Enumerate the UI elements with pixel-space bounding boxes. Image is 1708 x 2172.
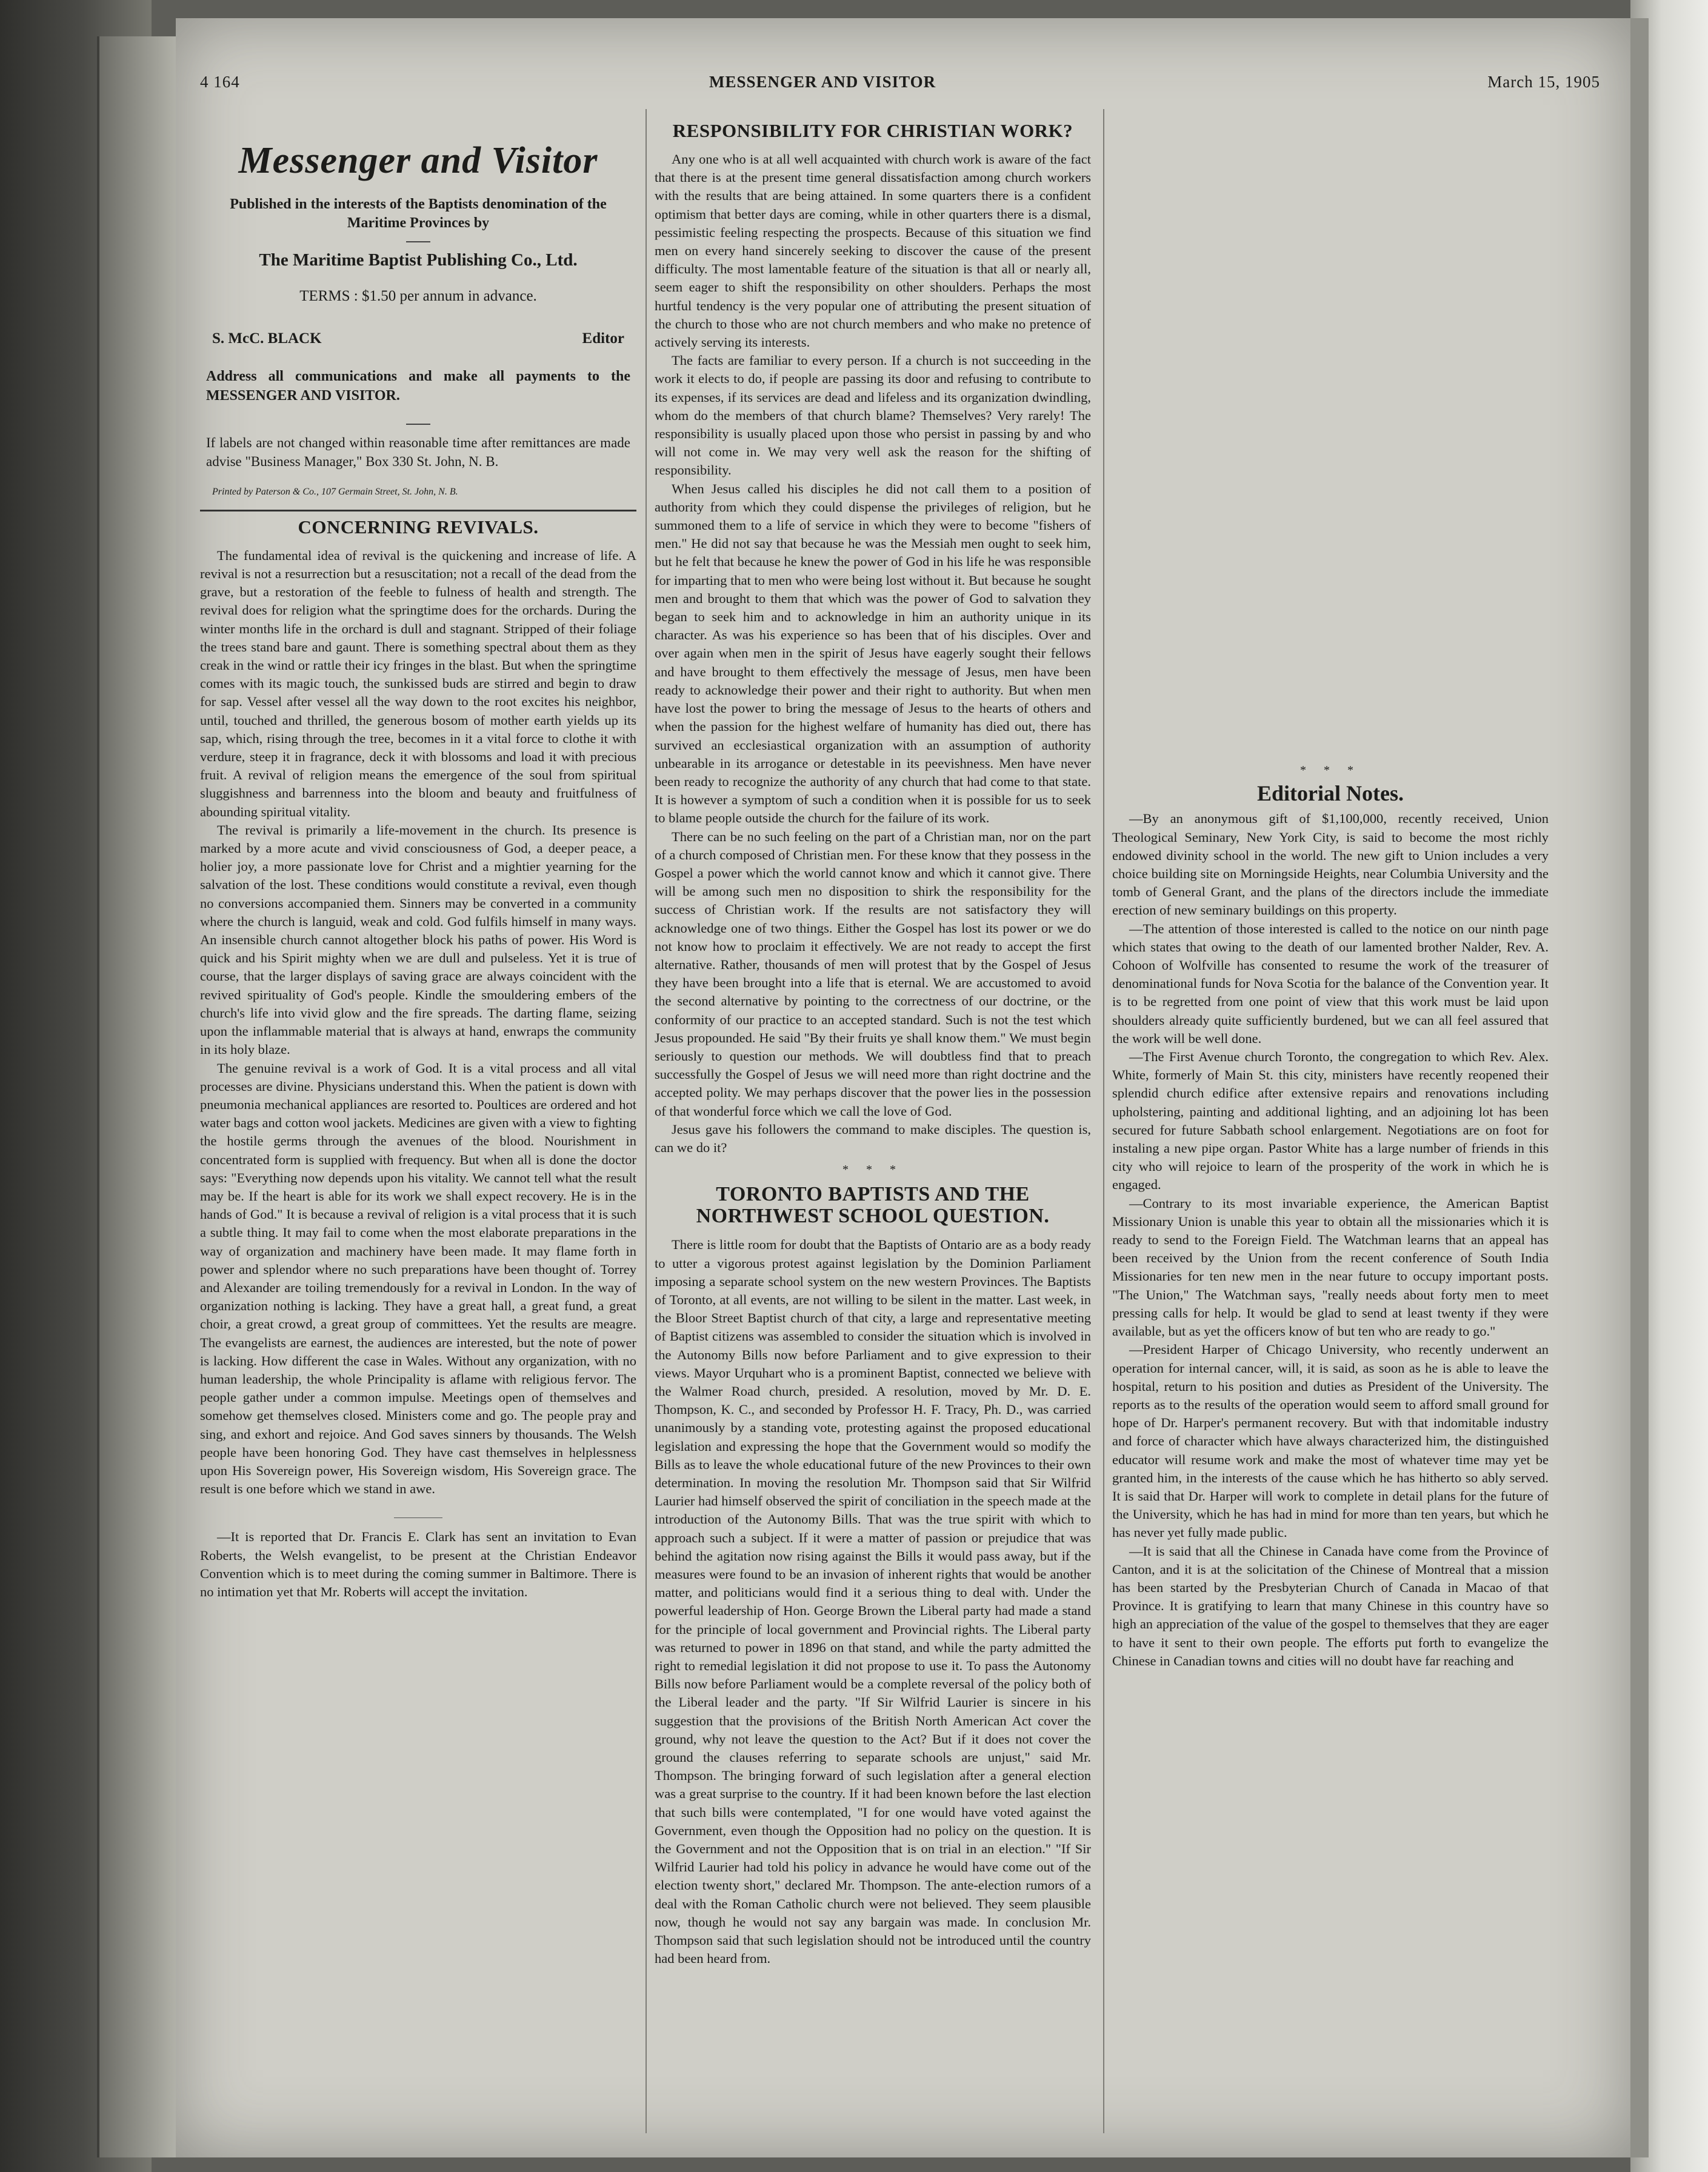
column-3 <box>1112 115 1549 2133</box>
editorial-note: —President Harper of Chicago University, who recently underwent an operation for internal cancer, will, it is said, as soon as he is able to leave the hospital, return to his position and duties as President of the University. The reports as to the results of the operation would seem to afford small ground for hope of Dr. Harper's permanent recovery. But with that indomitable industry and force of character which have always characterized him, the distinguished educator will resume work and make the most of whatever time may yet be granted him, in the interests of the cause which he has hitherto so ably served. It is said that Dr. Harper will work to complete in detail plans for the future of the University, which he has had in mind for more than ten years, but which he has never yet fully made public. <box>1112 1342 1549 1541</box>
article-paragraph: Any one who is at all well acquainted with church work is aware of the fact that there is at the present time general dissatisfaction among church workers with the results that are being attained. In some quarters there is a confident optimism that better days are coming, while in other quarters there is a dismal, pessimistic feeling respecting the prospects. Because of this situation we find men on every hand sincerely seeking to discover the cause of the present difficulty. The most lamentable feature of the situation is that all or nearly all, seem eager to shift the responsibility on other shoulders. Perhaps the most hurtful tendency is the very popular one of attributing the present situation of the church to those who are not church members and who make no pretence of actively serving its interests. <box>655 152 1091 350</box>
editor-line <box>212 330 624 348</box>
article-paragraph: There is little room for doubt that the Baptists of Ontario are as a body ready to utter a vigorous protest against legislation by the Dominion Parliament imposing a separate school system on the new western Provinces. The Baptists of Toronto, at all events, are not willing to be silent in the matter. Last week, in the Bloor Street Baptist church of that city, a large and representative meeting of Baptist citizens was assembled to consider the situation which is involved in the Autonomy Bills now before Parliament and to give expression to their views. Mayor Urquhart who is a prominent Baptist, connected we believe with the Walmer Road church, presided. A resolution, moved by Mr. D. E. Thompson, K. C., and seconded by Professor H. F. Tracy, Ph. D., was carried unanimously by a standing vote, protesting against the proposed educational legislation and expressing the hope that the Government would so modify the Bills as to leave the whole educational future of the new Provinces to their own determination. In moving the resolution Mr. Thompson said that Sir Wilfrid Laurier had himself observed the spirit of conciliation in the speech made at the introduction of the Autonomy Bills. That was the true spirit with which to approach such a subject. If it were a matter of passion or prejudice that was behind the agitation now rising against the Bills it would pass away, but if the measures were found to be an invasion of inherent rights that would be another matter, and politicians would find it a serious thing to deal with. Under the powerful leadership of Hon. George Brown the Liberal party had made a stand for the principle of local government and Provincial rights. The Liberal party was returned to power in 1896 on that stand, and while the party admitted the right to remedial legislation it did not propose to use it. To pass the Autonomy Bills now before Parliament would be a complete reversal of the policy both of the Liberal leader and the party. "If Sir Wilfrid Laurier is sincere in his suggestion that the provisions of the British North American Act cover the ground, why not leave the question to the Act? But if it does not cover the ground the clauses referring to separate schools are unjust," said Mr. Thompson. The bringing forward of such legislation after a general election was a great surprise to the country. If it had been known before the last election that such bills were contemplated, "I for one would have voted against the Government, even though the Opposition had no policy on the question. It is the Government and not the Opposition that is on trial in an election." "If Sir Wilfrid Laurier had told his policy in advance he would have come out of the election twenty short," declared Mr. Thompson. The ante-election rumors of a deal with the Roman Catholic church were not believed. They seem plausible now, though he would not say any bargain was made. In conclusion Mr. Thompson said that such legislation should not be introduced until the country had been heard from. <box>655 1237 1091 1967</box>
divider <box>394 1517 442 1518</box>
editorial-note: —The attention of those interested is called to the notice on our ninth page which states that owing to the death of our lamented brother Nalder, Rev. A. Cohoon of Wolfville has consented to resume the work of the treasurer of denominational funds for Nova Scotia for the balance of the Convention year. It is to be regretted from one point of view that this work must be laid upon shoulders already quite sufficiently burdened, but we can all feel assured that the work will be well done. <box>1112 921 1549 1046</box>
editorial-note: —It is said that all the Chinese in Canada have come from the Province of Canton, and it is at the solicitation of the Chinese of Montreal that a mission has been started by the Presbyterian Church of Canada in Macao of that Province. It is gratifying to learn that many Chinese in this country have so high an appreciation of the value of the gospel to themselves that they are eager to have it sent to their own people. The efforts put forth to evangelize the Chinese in Canadian towns and cities will no doubt have far reaching and <box>1112 1543 1549 1668</box>
column-2 <box>655 115 1091 2133</box>
article-title: CONCERNING REVIVALS. <box>298 516 539 538</box>
newspaper-page <box>176 18 1649 2157</box>
column-rule-1 <box>646 109 647 2133</box>
article-paragraph: When Jesus called his disciples he did not call them to a position of authority from which they could dispense the privileges of religion, but he summoned them to a life of service in which they were to become "fishers of men." He did not say that because he was the Messiah men ought to seek him, but he felt that because he knew the power of God in his life he was responsible for imparting that to men who were being lost without it. But because he sought men and brought to them that which was the power of God to salvation they began to seek him and to acknowledge in him an authority unique in its character. As was his experience so has been that of his disciples. Over and over again when men in the spirit of Jesus have eagerly sought their fellows and have brought to them effectively the message of Jesus, men have been ready to acknowledge their power and their right to authority. But when men have lost the power to bring the message of Jesus to the hearts of others and when the passion for the highest welfare of humanity has died out, there has survived an ecclesiastical organization with an assumption of authority unbearable in its arrogance or detestable in its peevishness. Men have never been ready to recognize the authority of any church that had come to that state. It is however a symptom of such a condition when it is possible for us to seek to blame people outside the church for the failure of its work. <box>655 481 1091 826</box>
publisher-name: The Maritime Baptist Publishing Co., Ltd. <box>259 250 578 270</box>
editorial-note: —The First Avenue church Toronto, the congregation to which Rev. Alex. White, formerly of Main St. this city, ministers have recently reopened their splendid church edifice after extensive repairs and renovations including upholstering, painting and additional lighting, and an adjoining lot has been secured for future Sabbath school enlargement. Negotiations are on foot for instaling a new pipe organ. Pastor White has a large number of friends in this city who will rejoice to learn of the prosperity of the work in which he is engaged. <box>1112 1049 1549 1193</box>
running-head-title: MESSENGER AND VISITOR <box>709 73 936 91</box>
section-ornament: * * * <box>1300 764 1361 777</box>
editorial-note: —By an anonymous gift of $1,100,000, recently received, Union Theological Seminary, New York City, is said to become the most richly endowed divinity school in the world. The new gift to Union includes a very choice building site on Morningside Heights, near Columbia University and the tomb of General Grant, and the plans of the directors include the immediate erection of new seminary buildings on this property. <box>1112 811 1549 918</box>
article-paragraph: The genuine revival is a work of God. It is a vital process and all vital processes are divine. Physicians understand this. When the patient is down with pneumonia mechanical appliances are resorted to. Poultices are ordered and hot water bags and cotton wool jackets. Medicines are given with a view to fighting the hostile germs through the avenues of the blood. Nourishment in concentrated form is supplied with frequency. But when all is done the doctor says: "Everything now depends upon his vitality. We cannot tell what the result may be. If the heart is able for its work we shall expect recovery. He is in the hands of God." It is because a revival of religion is a vital process that it is such a subtle thing. It may fail to come when the most elaborate preparations in the way of organization and machinery have been made. It may flame forth in power and splendor where no such preparations have been thought of. Torrey and Alexander are toiling tremendously for a revival in London. In the way of organization nothing is lacking. They have a great hall, a great fund, a great choir, a great crowd, a great group of committees. Yet the results are meagre. The evangelists are earnest, the audiences are interested, but the note of power is lacking. How different the case in Wales. Without any organization, with no human leadership, the whole Principality is aflame with religious fervor. The people gather under a common impulse. Meetings open of themselves and somehow get themselves closed. Ministers come and go. The people pray and sing, and exhort and rejoice. And God saves sinners by thousands. The Welsh people have been honoring God. They have cast themselves in helplessness upon His Sovereign power, His Sovereign wisdom, His Sovereign grace. The result is one before which we stand in awe. <box>200 1060 636 1497</box>
editor-role: Editor <box>582 330 624 347</box>
news-item: —It is reported that Dr. Francis E. Clark has sent an invitation to Evan Roberts, the Welsh evangelist, to be present at the Christian Endeavor Convention which is to meet during the coming summer in Baltimore. There is no intimation yet that Mr. Roberts will accept the invitation. <box>200 1529 636 1599</box>
editor-name: S. McC. BLACK <box>212 330 322 347</box>
article-title: RESPONSIBILITY FOR CHRISTIAN WORK? <box>672 120 1073 141</box>
labels-notice: If labels are not changed within reasonable time after remittances are made advise "Business Manager," Box 330 St. John, N. B. <box>206 435 630 469</box>
subscription-terms: TERMS : $1.50 per annum in advance. <box>299 288 537 305</box>
page-number: 4 164 <box>200 73 240 91</box>
divider <box>406 424 430 425</box>
article-paragraph: The revival is primarily a life-movement in the church. Its presence is marked by a more acute and vivid consciousness of God, a deeper peace, a holier joy, a more passionate love for Christ and a mightier yearning for the salvation of the lost. These conditions would constitute a revival, even though no conversions accompanied them. Sinners may be converted in a community where the church is languid, weak and cold. God fulfils himself in many ways. An insensible church cannot altogether block his paths of power. His Word is quick and his Spirit mighty when we are dull and pulseless. Yet it is true of course, that the larger displays of saving grace are always coincident with the revived spirituality of God's people. Kindle the smouldering embers of the church's life into vivid glow and the fire spreads. The darting flame, seizing upon the inflammable material that is always at hand, enwraps the community in its holy blaze. <box>200 822 636 1058</box>
section-title: Editorial Notes. <box>1257 781 1404 806</box>
column-rule-2 <box>1103 109 1104 2133</box>
column-1 <box>200 115 636 2133</box>
section-ornament: * * * <box>842 1163 903 1177</box>
article-paragraph: The fundamental idea of revival is the quickening and increase of life. A revival is not a resurrection but a resuscitation; not a recall of the dead from the grave, but a restoration of the feeble to fulness of health and strength. The revival does for religion what the springtime does for the orchards. During the winter months life in the orchard is dull and stagnant. Stripped of their foliage the trees stand bare and gaunt. There is something spectral about them as they creak in the wind or rattle their icy fringes in the blast. But when the springtime comes with its magic touch, the sunkissed buds are stirred and begin to draw for sap. Vessel after vessel all the way down to the root excites his neighbor, until, touched and thrilled, the generous bosom of mother earth yields up its sap, which, rising through the tree, becomes in it a vital force to clothe it with verdure, steep it in fragrance, deck it with blossoms and load it with precious fruit. A revival of religion means the emergence of the soul from spiritual sluggishness and barrenness into the bloom and beauty and fruitfulness of abounding spiritual vitality. <box>200 547 636 819</box>
article-paragraph: Jesus gave his followers the command to make disciples. The question is, can we do it? <box>655 1121 1091 1155</box>
editorial-note: —Contrary to its most invariable experience, the American Baptist Missionary Union is unable this year to obtain all the missionaries which it is ready to send to the Foreign Field. The Watchman learns that an appeal has been received by the Union from the recent conference of South India Missionaries for ten new men in the near future to occupy important posts. "The Union," The Watchman says, "really needs about forty men to meet pressing calls for help. It would be glad to send at least twenty if they were available, but as yet the officers know of but ten who are ready to go." <box>1112 1195 1549 1339</box>
printer-line: Printed by Paterson & Co., 107 Germain Street, St. John, N. B. <box>212 486 458 497</box>
address-notice: Address all communications and make all payments to the MESSENGER AND VISITOR. <box>206 368 630 404</box>
running-head <box>176 73 1630 109</box>
article-continuation-space <box>1112 115 1549 758</box>
heavy-rule <box>200 510 636 511</box>
masthead-subtitle: Published in the interests of the Baptists denomination of the Maritime Provinces by <box>230 196 607 231</box>
article-paragraph: The facts are familiar to every person. If a church is not succeeding in the work it elects to do, if people are passing its door and refusing to contribute to its expenses, if its services are dead and lifeless and its organization dwindling, whom do the members of that church blame? Themselves? Very rarely! The responsibility is usually placed upon those who persist in passing by and who will not come in. We may very well ask the reason for the shifting of responsibility. <box>655 353 1091 478</box>
issue-date: March 15, 1905 <box>1487 73 1600 91</box>
masthead-title: Messenger and Visitor <box>238 140 598 181</box>
article-paragraph: There can be no such feeling on the part of a Christian man, nor on the part of a church composed of Christian men. For these know that they possess in the Gospel a power which the world cannot know and which it cannot give. There will be among such men no disposition to shirk the responsibility for the success of Christian work. If the results are not satisfactory they will acknowledge one of two things. Either the Gospel has lost its power or we do not know how to proclaim it effectively. We are not ready to accept the first alternative. Rather, thousands of men will protest that by the Gospel of Jesus they have been brought into a life that is eternal. We are accustomed to avoid the second alternative by pointing to the correctness of our doctrine, or the conformity of our practice to an accepted standard. Such is not the test which Jesus propounded. He said "By their fruits ye shall know them." We must begin seriously to question our methods. We will doubtless find that to preach successfully the Gospel of Jesus we will need more than right doctrine and the accepted polity. We may perhaps discover that the power lies in the possession of that wonderful force which we call the love of God. <box>655 828 1091 1119</box>
article-title: TORONTO BAPTISTS AND THE NORTHWEST SCHOOL QUESTION. <box>696 1183 1050 1228</box>
book-spine <box>97 36 184 2157</box>
divider <box>406 241 430 242</box>
